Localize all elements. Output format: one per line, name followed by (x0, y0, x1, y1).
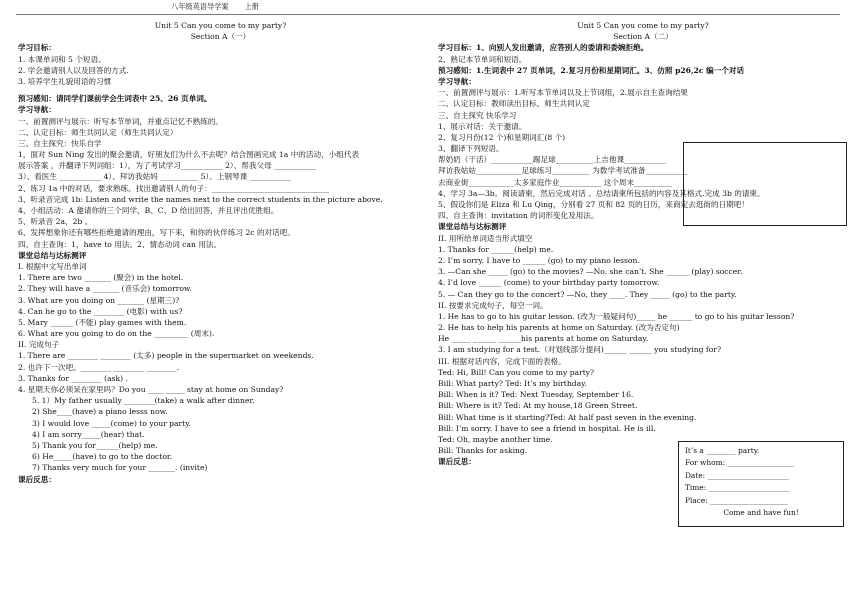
text-line: 3、翻译下列短语。 (438, 144, 504, 154)
text-line: Ted: Oh, maybe another time. (438, 434, 553, 444)
text-line: 4) I am sorry_____(hear) that. (32, 429, 145, 439)
text-line: 6、发挥想象你还有哪些拒绝邀请的理由，写下来，和你的伙伴练习 2c 的对话吧。 (18, 228, 295, 238)
text-line: Bill: Thanks for asking. (438, 446, 528, 456)
text-line: 三、自主探究：快乐自学 (18, 138, 102, 148)
text-line: 一、前置测评与展示：1.听写本节单词以及上节词组，2.展示自主查询结果 (438, 88, 688, 98)
section-heading: 学习导航： (18, 105, 56, 115)
text-line: 1. There are ________ ________ (太多) people in the supermarket on weekends. (18, 351, 314, 361)
text-line: 3. —Can she _____ (go) to the movies? —No. she can’t. She ______ (play) soccer. (438, 267, 743, 277)
text-line: 1、展示对话：关于邀请。 (438, 121, 527, 131)
left-content (18, 42, 423, 484)
text-line: 5、假设你们是 Eliza 和 Lu Qing，分别看 27 页和 82 页的日历，来商定去逛街的日期吧！ (438, 200, 749, 209)
text-line: 1. Thanks for ______(help) me. (438, 244, 554, 254)
text-line: 5) Thank you for______(help) me. (32, 440, 158, 450)
invitation-fields (685, 445, 843, 507)
header-volume: 上册 (244, 2, 259, 11)
section-title: Section A（二） (613, 32, 673, 42)
text-line: 四、自主查询：invitation 的词形变化及用法。 (438, 211, 599, 221)
section-heading: 课后反思： (18, 474, 56, 484)
text-line: 2. I’m sorry. I have to ______ (go) to my piano lesson. (438, 255, 640, 265)
text-line: 3. What are you doing on _______ (星期三)? (18, 295, 180, 305)
text-line: 5、听录音 2a，2b 。 (18, 217, 93, 227)
section-heading: 预习感知：1.生词表中 27 页单词，2.复习月份和星期词汇。3、仿照 p26,2c 编一个对话 (438, 65, 745, 75)
text-line: 二、认定目标：教师读出目标，师生共同认定 (438, 99, 590, 109)
text-line: 三、自主探究 快乐学习 (438, 110, 517, 120)
text-line: I. 根据中文写出单词 (18, 261, 87, 271)
text-line: 3）、看医生 ___________ 4）、拜访我姑妈 __________ 5）、上钢琴课 ___________ (18, 172, 292, 182)
text-line: 帮奶奶（干活）___________踢足球__________上吉他课___________ (438, 155, 666, 165)
text-line: 7) Thanks very much for your _______. (invite) (32, 463, 208, 473)
text-line: 拜访我姑姑____________足球练习__________ 为数学考试准备___________ (438, 166, 688, 176)
section-heading: 课堂总结与达标测评 (18, 250, 87, 260)
text-line: 5. Mary ______ (不能) play games with them. (18, 317, 187, 327)
text-line: 6. What are you going to do on the _________ (周末). (18, 329, 215, 339)
text-line: He _____ ______ ______his parents at home on Saturday. (438, 334, 649, 344)
invitation-box (678, 441, 844, 527)
text-line: Bill: When is it? Ted: Next Tuesday, September 16. (438, 390, 634, 400)
text-line: 4. I’d love ______ (come) to your birthday party tomorrow. (438, 278, 660, 288)
text-line: 3) I would love _____(come) to your party. (32, 418, 191, 428)
invitation-field: For whom: __________________ (685, 458, 794, 468)
text-line: 2. They will have a _______ (音乐会) tomorrow. (18, 284, 192, 294)
text-line: 1. He has to go to his guitar lesson. (改为一般疑问句)_____ he ______ to go to his guitar lesson? (438, 311, 795, 321)
text-line: 3、听录音完成 1b: Listen and write the names next to the correct students in the picture above. (18, 194, 383, 204)
text-line: 4、小组活动：A 邀请你的三个同学，B、C、D 给出回答，并且评出优胜组。 (18, 206, 279, 215)
text-line: 2. 学会邀请别人以及回答的方式. (18, 65, 129, 75)
invitation-field: It’s a ________ party. (685, 446, 760, 455)
text-line: 2. 也许下一次吧。________ ________ ________. (18, 362, 180, 372)
text-line: 4. Can he go to the ________ (电影) with us? (18, 306, 183, 316)
text-line: 6) He_____(have) to go to the doctor. (32, 452, 173, 462)
text-line: 四、自主查询：1，have to 用法、2、情态动词 can 用法。 (18, 239, 222, 249)
invitation-field: Place: _____________________ (685, 495, 788, 505)
invitation-closing: Come and have fun! (723, 507, 799, 517)
text-line: Bill: I’m sorry. I have to see a friend in hospital. He is ill. (438, 423, 656, 433)
section-heading: 课后反思： (438, 457, 476, 467)
text-line: 4、学习 3a—3b。阅读请柬，然后完成对话 。总结请柬所包括的内容及其格式.完成 3b 的请柬。 (438, 188, 765, 198)
text-line: 1，面对 Sun Ning 发出的聚会邀请，好朋友们为什么不去呢？结合图画完成 1a 中的活动，小组代表 (18, 150, 360, 160)
right-column (438, 20, 848, 468)
text-line: 2) She____(have) a piano lesss now. (32, 407, 168, 417)
left-column (18, 20, 423, 485)
text-line: 5. — Can they go to the concert? —No, they ____. They _____ (go) to the party. (438, 289, 737, 299)
text-line: 1. 本课单词和 5 个短语。 (18, 54, 106, 64)
unit-title: Unit 5 Can you come to my party? (154, 21, 287, 30)
text-line: 去商业街____________太多家庭作业___________ 这个周末__________ (438, 177, 673, 187)
text-line: 二、认定目标：师生共同认定（师生共同认定） (18, 127, 178, 137)
section-heading: 学习目标：1、向别人发出邀请，应答别人的委请和委婉拒绝。 (438, 43, 649, 53)
text-line: Bill: What time is it starting?Ted: At half past seven in the evening. (438, 412, 697, 422)
invitation-field: Time: ______________________ (685, 483, 790, 493)
section-heading: 预习感知：请同学们课前学会生词表中 25、26 页单词。 (18, 94, 212, 104)
text-line: 展示答案 ，并翻译下列词组：1），为了考试学习___________ 2）、帮我父母 ___________ (18, 161, 316, 171)
header-rule (16, 14, 840, 15)
header-subject: 八年级英语导学案 (171, 2, 229, 11)
text-line: 2、练习 1a 中的对话，要求熟练。找出邀请别人的句子：_______________________________ (18, 183, 330, 193)
page-header (0, 2, 430, 12)
text-line: II. 完成句子 (18, 340, 60, 350)
text-line: Bill: What party? Ted: It’s my birthday. (438, 379, 587, 388)
text-line: 3. I am studying for a test.（对划线部分提问)______ ______ you studying for? (438, 345, 722, 355)
text-line: II. 按要求完成句子，每空一词。 (438, 300, 548, 310)
text-line: 3. 培养学生礼貌用语的习惯 (18, 76, 112, 86)
invitation-field: Date: ______________________ (685, 470, 789, 480)
text-line: II. 用所给单词适当形式填空 (438, 233, 533, 243)
text-line: 4. 星期天你必须呆在家里吗？Do you ____ _____ stay at home on Sunday? (18, 385, 284, 394)
text-line: 1. There are two _______ (聚会) in the hotel. (18, 273, 184, 283)
section-heading: 学习导航： (438, 76, 476, 86)
text-line: III. 根据对话内容，完成下面的表格。 (438, 356, 566, 366)
text-line: 2、熟记本节单词和短语。 (438, 54, 527, 64)
section-title: Section A（一） (190, 32, 251, 42)
text-line: 2. He has to help his parents at home on Saturday. (改为否定句) (438, 323, 680, 333)
empty-answer-box (683, 142, 847, 226)
text-line: 5. 1）My father usually ________(take) a walk after dinner. (32, 396, 255, 406)
text-line: Ted: Hi, Bill! Can you come to my party? (438, 367, 595, 377)
text-line: 一、前置测评与展示：听写本节单词，并重点记忆不熟练的。 (18, 116, 224, 126)
text-line: Bill: Where is it? Ted: At my house,18 Green Street. (438, 401, 638, 411)
unit-title: Unit 5 Can you come to my party? (577, 21, 709, 30)
text-line: 2、复习月份(12 个)和星期词汇(8 个) (438, 132, 566, 142)
section-heading: 学习目标： (18, 43, 56, 53)
right-content (438, 42, 848, 467)
text-line: 3. Thanks for ________ (ask) . (18, 373, 128, 383)
section-heading: 课堂总结与达标测评 (438, 222, 507, 232)
